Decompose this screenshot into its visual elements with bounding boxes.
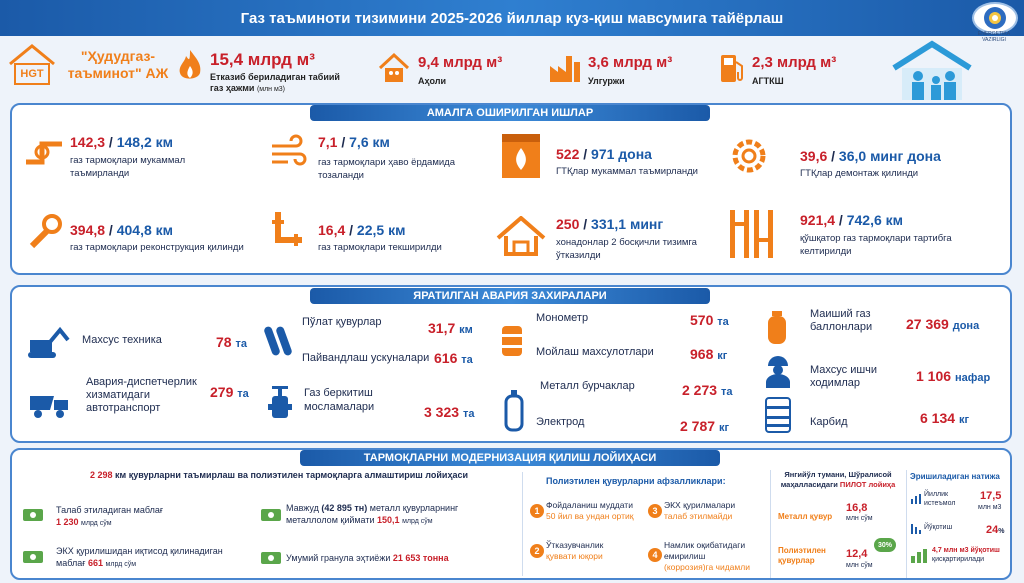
wrench-hand-icon: [24, 210, 64, 259]
reserve-steel-pipes-unit: км: [459, 324, 473, 336]
works-item-1-label: [70, 154, 185, 180]
pilot-metal-label: Металл қувур: [778, 512, 833, 521]
works-item-3-done: 522: [556, 146, 580, 162]
works-item-3-value: 522 / 971 дона: [556, 146, 652, 162]
works-item-2-plan: 7,6: [349, 134, 369, 150]
advantage-2: [546, 540, 603, 562]
advantage-1-line2: 50 йил ва ундан ортиқ: [546, 511, 634, 521]
reserve-carbide-value: [920, 410, 969, 426]
works-item-4-unit: минг дона: [870, 148, 941, 164]
works-item-7-label-line2: ўтказилди: [556, 250, 601, 261]
advantage-3-line1: ЭКХ қурилмалари: [664, 500, 736, 510]
reserve-balloons-label-line1: Маиший газ: [810, 308, 871, 320]
advantage-4-line3: (коррозия)га чидамли: [664, 562, 750, 572]
works-item-5-value: 394,8 / 404,8 км: [70, 222, 174, 238]
reserve-metal-angles-number: 2 273: [682, 382, 718, 398]
works-item-3-label: ГТҚлар мукаммал таъмирланди: [556, 166, 698, 177]
works-item-2-label-line1: газ тармоқлари ҳаво ёрдамида: [318, 157, 456, 168]
flame-icon: [176, 48, 204, 89]
reserves-title: ЯРАТИЛГАН АВАРИЯ ЗАХИРАЛАРИ: [310, 288, 710, 304]
gas-valve-icon: [266, 384, 294, 429]
result-loss-value: 24: [986, 524, 999, 536]
two-stage-house-icon: [496, 216, 546, 261]
reserve-balloons-label: [810, 308, 872, 334]
reserve-special-equipment-label: Махсус техника: [82, 334, 162, 346]
gas-balloon-icon: [766, 310, 788, 351]
total-gas-label: [210, 72, 340, 95]
advantage-2-line2: қуввати юқори: [546, 551, 603, 561]
fuel-pump-icon: [718, 52, 746, 89]
savings-unit: млрд сўм: [105, 561, 137, 568]
reserve-metal-angles-label: Металл бурчаклар: [540, 380, 635, 392]
advantage-4-line2: емирилиш: [664, 551, 706, 561]
money-savings-icon: [22, 550, 44, 569]
pipe-icon: [22, 132, 66, 181]
reserve-lubricants-label: Мойлаш махсулотлари: [536, 346, 654, 358]
advantages-title: Полиэтилен қувурларни афзалликлари:: [546, 476, 726, 486]
reserve-welding-value: [434, 350, 473, 366]
result-consumption-label-line1: Йиллик: [924, 491, 949, 498]
reserve-electrode-unit: кг: [718, 422, 730, 434]
works-item-1-plan: 148,2: [116, 134, 152, 150]
works-item-2-label: [318, 156, 455, 182]
header-bar: [0, 0, 1024, 36]
works-item-4-value: 39,6 / 36,0 минг дона: [800, 148, 941, 164]
result-consumption-label: [924, 490, 955, 508]
total-gas-unit: (млн м3): [256, 86, 286, 93]
pipe-valve-icon: [268, 210, 308, 257]
reduction-icon: [910, 548, 928, 569]
scrap-label-line2: металлолом қиймати: [286, 515, 375, 525]
pilot-percent-badge: 30%: [874, 538, 896, 552]
pilot-pe-label-line2: қувурлар: [778, 556, 815, 565]
result-consumption-value: 17,5: [980, 490, 1002, 502]
company-name-line1: "Ҳудудгаз-: [80, 48, 156, 64]
required-funds-value: 1 230: [56, 517, 79, 527]
works-item-6-done: 16,4: [318, 222, 346, 238]
works-title: АМАЛГА ОШИРИЛГАН ИШЛАР: [310, 105, 710, 121]
pilot-pe-value: 12,4: [846, 548, 868, 560]
gas-cabinet-icon: [500, 132, 542, 185]
works-item-1-label-line1: газ тармоқлари мукаммал: [70, 155, 186, 166]
works-item-1-label-line2: таъмирланди: [70, 168, 130, 179]
advantage-4-line1: Намлик оқибатидаги: [664, 540, 746, 550]
reserve-transport-number: 279: [210, 384, 234, 400]
hgt-logo-text: HGT: [20, 68, 44, 80]
air-flow-icon: [268, 134, 308, 179]
reserve-balloons-label-line2: баллонлари: [810, 321, 873, 333]
total-gas-value: 15,4 млрд м³: [210, 50, 315, 69]
population-value: 9,4 млрд м³: [418, 54, 503, 71]
advantage-1-line1: Фойдаланиш муддати: [546, 500, 633, 510]
works-item-2-value: 7,1 / 7,6 км: [318, 134, 390, 150]
works-item-8-unit: км: [885, 212, 904, 228]
reserve-special-equipment-value: [216, 334, 247, 350]
page-title: Газ таъминоти тизимини 2025-2026 йиллар куз-қиш мавсумига тайёрлаш: [240, 9, 784, 27]
advantage-2-number: 2: [530, 544, 544, 558]
reserve-welding-number: 616: [434, 350, 458, 366]
works-item-1-unit: км: [155, 134, 174, 150]
works-item-8-value: 921,4 / 742,6 км: [800, 212, 904, 228]
reserve-carbide-number: 6 134: [920, 410, 956, 426]
oil-barrel-icon: [500, 324, 524, 363]
agksh-label: АГТКШ: [752, 76, 784, 86]
advantage-3: [664, 500, 735, 522]
pilot-title-line1: Янгийўл тумани, Шўралисой: [784, 470, 892, 479]
reserve-transport-unit: та: [237, 388, 249, 400]
scrap-value: 150,1: [377, 515, 400, 525]
pilot-pe-label-line1: Полиэтилен: [778, 546, 826, 555]
works-item-3-unit: дона: [618, 146, 652, 162]
reserve-workers-value: [916, 368, 990, 384]
required-funds-unit: млрд сўм: [81, 520, 112, 527]
reserve-electrode-number: 2 787: [680, 418, 716, 434]
reserve-shutoff-label-line1: Газ беркитиш: [304, 387, 373, 399]
works-item-6-label: газ тармоқлари текширилди: [318, 242, 442, 253]
advantage-1: [546, 500, 633, 522]
reserve-lubricants-number: 968: [690, 346, 714, 362]
pilot-metal-unit: млн сўм: [846, 515, 873, 522]
works-item-8-label-line1: қўшқатор газ тармоқлари тартибга: [800, 233, 952, 244]
works-item-7-plan: 331,1: [591, 216, 627, 232]
project-intro-text: км қувурларни таъмирлаш ва полиэтилен тармоқларга алмаштириш лойиҳаси: [115, 470, 469, 480]
savings-label: [56, 545, 223, 571]
works-item-7-label: [556, 236, 697, 262]
reserve-electrode-value: [680, 418, 729, 434]
advantage-3-line2: талаб этилмайди: [664, 511, 733, 521]
gas-cylinder-icon: [504, 388, 524, 437]
works-item-5-label: газ тармоқлари реконструкция қилинди: [70, 242, 244, 253]
reserve-workers-number: 1 106: [916, 368, 952, 384]
reserve-electrode-label: Электрод: [536, 416, 585, 428]
double-pipeline-icon: [722, 208, 778, 265]
works-item-4-label: ГТҚлар демонтаж қилинди: [800, 168, 919, 179]
gear-icon: [722, 134, 776, 183]
reserve-special-equipment-number: 78: [216, 334, 232, 350]
worker-icon: [764, 354, 792, 393]
reserve-manometer-label: Монометр: [536, 312, 589, 324]
works-item-4-done: 39,6: [800, 148, 828, 164]
reserve-transport-label-line2: хизматидаги: [86, 389, 151, 401]
loss-icon: [910, 522, 922, 540]
works-item-7-label-line1: хонадонлар 2 босқичли тизимга: [556, 237, 697, 248]
advantage-1-number: 1: [530, 504, 544, 518]
total-gas-label-line2: газ ҳажми: [210, 83, 255, 93]
result-reduction-line1: 4,7 млн м3 йўқотиш: [932, 547, 1000, 554]
agksh-value: 2,3 млрд м³: [752, 54, 837, 71]
works-item-5-unit: км: [155, 222, 174, 238]
required-funds: [56, 517, 112, 527]
works-item-6-unit: км: [388, 222, 406, 238]
scrap-label-a: Мавжуд: [286, 503, 319, 513]
reserve-transport-label-line3: автотранспорт: [86, 402, 161, 414]
works-item-8-label: [800, 232, 952, 258]
works-item-6-value: 16,4 / 22,5 км: [318, 222, 406, 238]
project-intro-value: 2 298: [90, 470, 113, 480]
reserve-carbide-label: Карбид: [810, 416, 848, 428]
result-title: Эришиладиган натижа: [910, 472, 1000, 481]
works-item-8-done: 921,4: [800, 212, 836, 228]
ministry-emblem-icon: [972, 2, 1018, 34]
reserve-lubricants-unit: кг: [717, 350, 728, 362]
works-item-8-plan: 742,6: [846, 212, 882, 228]
dump-truck-icon: [28, 388, 72, 425]
works-item-3-plan: 971: [591, 146, 615, 162]
reserve-shutoff-unit: та: [462, 408, 475, 420]
result-reduction: [932, 546, 1000, 564]
reserve-steel-pipes-label: Пўлат қувурлар: [302, 316, 382, 328]
reserve-transport-label-line1: Авария-диспетчерлик: [86, 376, 197, 388]
reserve-carbide-unit: кг: [958, 414, 970, 426]
works-item-2-label-line2: тозаланди: [318, 170, 364, 181]
reserve-steel-pipes-number: 31,7: [428, 320, 456, 336]
project-intro: [90, 470, 468, 480]
works-item-4-plan: 36,0: [838, 148, 867, 164]
reserve-shutoff-label: [304, 386, 374, 414]
hgt-logo: [6, 42, 58, 88]
scrap-label-b: металл қувурларнинг: [369, 503, 459, 513]
works-item-6-plan: 22,5: [356, 222, 385, 238]
works-item-5-plan: 404,8: [116, 222, 152, 238]
works-item-1-value: 142,3 / 148,2 км: [70, 134, 174, 150]
wholesale-label: Улгуржи: [588, 76, 625, 86]
total-gas-label-line1: Етказиб бериладиган табиий: [210, 72, 340, 82]
granule-label: Умумий гранула эҳтиёжи: [286, 553, 391, 563]
pilot-title: [774, 470, 902, 490]
works-item-7-unit: минг: [629, 216, 664, 232]
company-name-line2: таъминот" АЖ: [67, 65, 169, 81]
reserve-welding-label: Пайвандлаш ускуналари: [302, 352, 430, 364]
reserve-manometer-unit: та: [717, 316, 729, 328]
reserve-metal-angles-value: [682, 382, 732, 398]
reserve-transport-label: [86, 376, 197, 415]
chart-up-icon: [910, 492, 922, 510]
works-item-1-done: 142,3: [70, 134, 106, 150]
reserve-welding-unit: та: [461, 354, 473, 366]
pilot-title-line2: маҳалласидаги: [780, 480, 838, 489]
house-family-icon: [890, 40, 974, 107]
modernization-title: ТАРМОҚЛАРНИ МОДЕРНИЗАЦИЯ ҚИЛИШ ЛОЙИҲАСИ: [300, 450, 720, 466]
scrap-tonnage: (42 895 тн): [321, 503, 368, 513]
reserve-lubricants-value: [690, 346, 727, 362]
reserve-metal-angles-unit: та: [720, 386, 733, 398]
steel-pipes-icon: [264, 322, 294, 365]
excavator-icon: [26, 326, 70, 365]
reserve-workers-label-line2: ходимлар: [810, 377, 861, 389]
reserve-workers-label-line1: Махсус ишчи: [810, 364, 878, 376]
reserve-steel-pipes-value: [428, 320, 473, 336]
result-consumption-label-line2: истеъмол: [924, 500, 956, 507]
required-funds-label: Талаб этиладиган маблағ: [56, 505, 164, 515]
works-item-7-value: 250 / 331,1 минг: [556, 216, 664, 232]
company-name: [62, 48, 174, 82]
advantage-3-number: 3: [648, 504, 662, 518]
works-item-2-unit: км: [372, 134, 390, 150]
metal-scrap-icon: [260, 508, 282, 527]
result-loss-label: Йўқотиш: [924, 524, 953, 531]
works-item-5-done: 394,8: [70, 222, 106, 238]
works-item-7-done: 250: [556, 216, 580, 232]
savings-value: 661: [88, 558, 104, 568]
result-loss-unit: %: [998, 528, 1005, 535]
pilot-pe-label: [778, 546, 826, 566]
wholesale-value: 3,6 млрд м³: [588, 54, 673, 71]
factory-icon: [548, 52, 582, 89]
savings-label-line1: ЭКХ қурилишидан иқтисод қилинадиган: [56, 546, 223, 556]
reserve-shutoff-label-line2: мосламалари: [304, 401, 375, 413]
reserve-special-equipment-unit: та: [235, 338, 247, 350]
reserve-manometer-number: 570: [690, 312, 714, 328]
advantage-4-number: 4: [648, 548, 662, 562]
reserve-shutoff-number: 3 323: [424, 404, 460, 420]
works-item-8-label-line2: келтирилди: [800, 246, 852, 257]
reserve-workers-unit: нафар: [954, 372, 991, 384]
scrap-value-label: [286, 502, 458, 528]
savings-label-line2: маблағ: [56, 558, 86, 568]
reserve-manometer-value: [690, 312, 729, 328]
pilot-pe-unit: млн сўм: [846, 562, 873, 569]
granule-icon: [260, 551, 282, 570]
advantage-2-line1: Ўтказувчанлик: [546, 540, 604, 550]
reserve-workers-label: [810, 364, 877, 390]
reserve-shutoff-value: [424, 404, 474, 420]
carbide-drum-icon: [764, 394, 792, 439]
reserve-transport-value: [210, 384, 249, 400]
population-label: Аҳоли: [418, 76, 447, 86]
reserve-balloons-unit: дона: [952, 320, 980, 332]
money-icon: [22, 508, 44, 527]
granule-need: [286, 553, 449, 563]
result-loss: [986, 524, 1004, 536]
advantage-4: [664, 540, 750, 573]
scrap-unit: млрд сўм: [402, 518, 433, 525]
granule-value: 21 653 тонна: [392, 553, 449, 563]
pilot-metal-value: 16,8: [846, 502, 868, 514]
reserve-balloons-value: [906, 316, 979, 332]
ministry-caption: ENERGETIKA VAZIRLIGI: [977, 31, 1011, 43]
reserve-balloons-number: 27 369: [906, 316, 949, 332]
result-reduction-line2: қисқартирилади: [932, 556, 985, 563]
pilot-title-bold: ПИЛОТ лойиҳа: [839, 480, 896, 489]
works-item-2-done: 7,1: [318, 134, 338, 150]
result-consumption-unit: млн м3: [978, 504, 1002, 511]
home-family-icon: [378, 52, 410, 89]
